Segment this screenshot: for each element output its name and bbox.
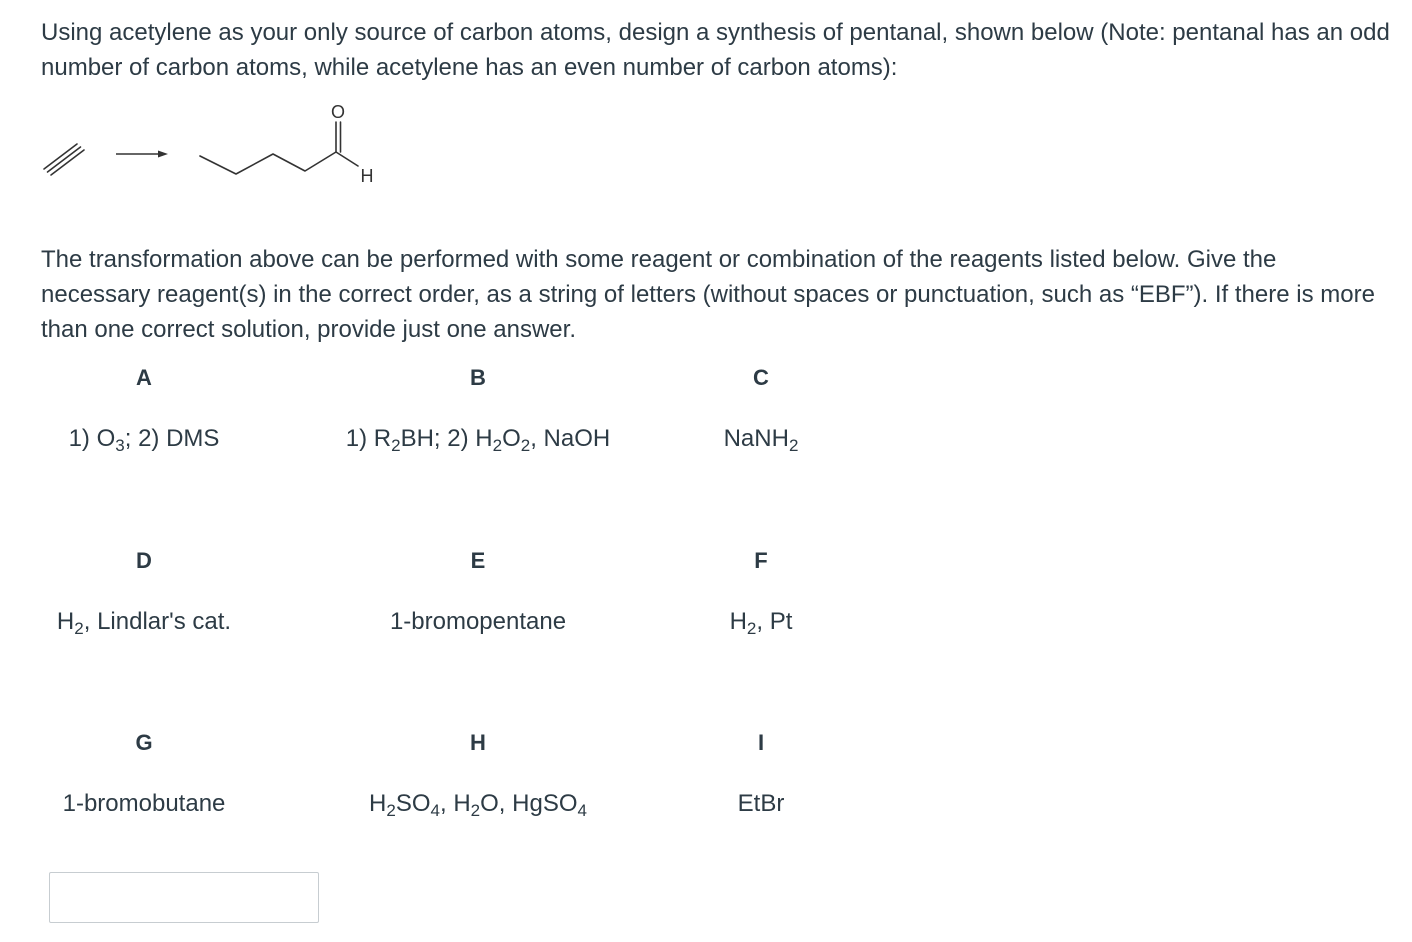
reagent-description: $H_2$, Lindlar's cat. xyxy=(56,608,232,638)
reagent-description: 1-bromobutane xyxy=(62,790,226,817)
reagent-a xyxy=(0,364,324,454)
reagent-letter: C xyxy=(753,365,769,390)
reagent-letter: D xyxy=(136,548,152,573)
reagent-g xyxy=(0,729,324,819)
pentanal-structure xyxy=(200,122,358,174)
reagent-description: NaNH$_2$ xyxy=(723,425,799,455)
reagent-letter: I xyxy=(757,730,765,755)
reaction-arrow xyxy=(116,151,168,158)
reagent-c xyxy=(581,364,941,454)
answer-input[interactable] xyxy=(49,872,319,923)
reagent-letter: F xyxy=(754,548,768,573)
hydrogen-label: H xyxy=(360,166,374,186)
reagent-letter: E xyxy=(470,548,486,573)
reagent-letter: G xyxy=(135,730,153,755)
reagent-description: 1) $R_2BH$; 2) $H_2O_2$, NaOH xyxy=(345,425,611,455)
question-prompt: Using acetylene as your only source of carbon atoms, design a synthesis of pentanal, shown below (Note: pentanal has an odd number of carbon atoms, while acetylene has an even number of carbon atoms): xyxy=(41,19,1390,81)
reagent-description: $H_2SO_4$, $H_2O$, HgSO$_4$ xyxy=(369,790,587,820)
question-instructions: The transformation above can be performed with some reagent or combination of the reagents listed below. Give the necessary reagent(s) in the correct order, as a string of letters (without spaces or punctuation, such as “EBF”). If there is more than one correct solution, provide just one answer. xyxy=(41,246,1375,343)
reagent-letter: A xyxy=(136,365,152,390)
reagent-description: $H_2$, Pt xyxy=(729,608,793,638)
acetylene-structure xyxy=(44,144,84,175)
oxygen-label: O xyxy=(330,102,346,122)
reagent-description: EtBr xyxy=(737,790,785,817)
reagent-description: 1-bromopentane xyxy=(389,608,567,635)
reagent-letter: B xyxy=(470,365,486,390)
reagent-f xyxy=(581,547,941,637)
reagent-letter: H xyxy=(470,730,486,755)
reagent-description: 1) $O_3$; 2) DMS xyxy=(68,425,220,455)
reagent-d xyxy=(0,547,324,637)
reaction-scheme xyxy=(40,98,400,194)
reagent-i xyxy=(581,729,941,819)
